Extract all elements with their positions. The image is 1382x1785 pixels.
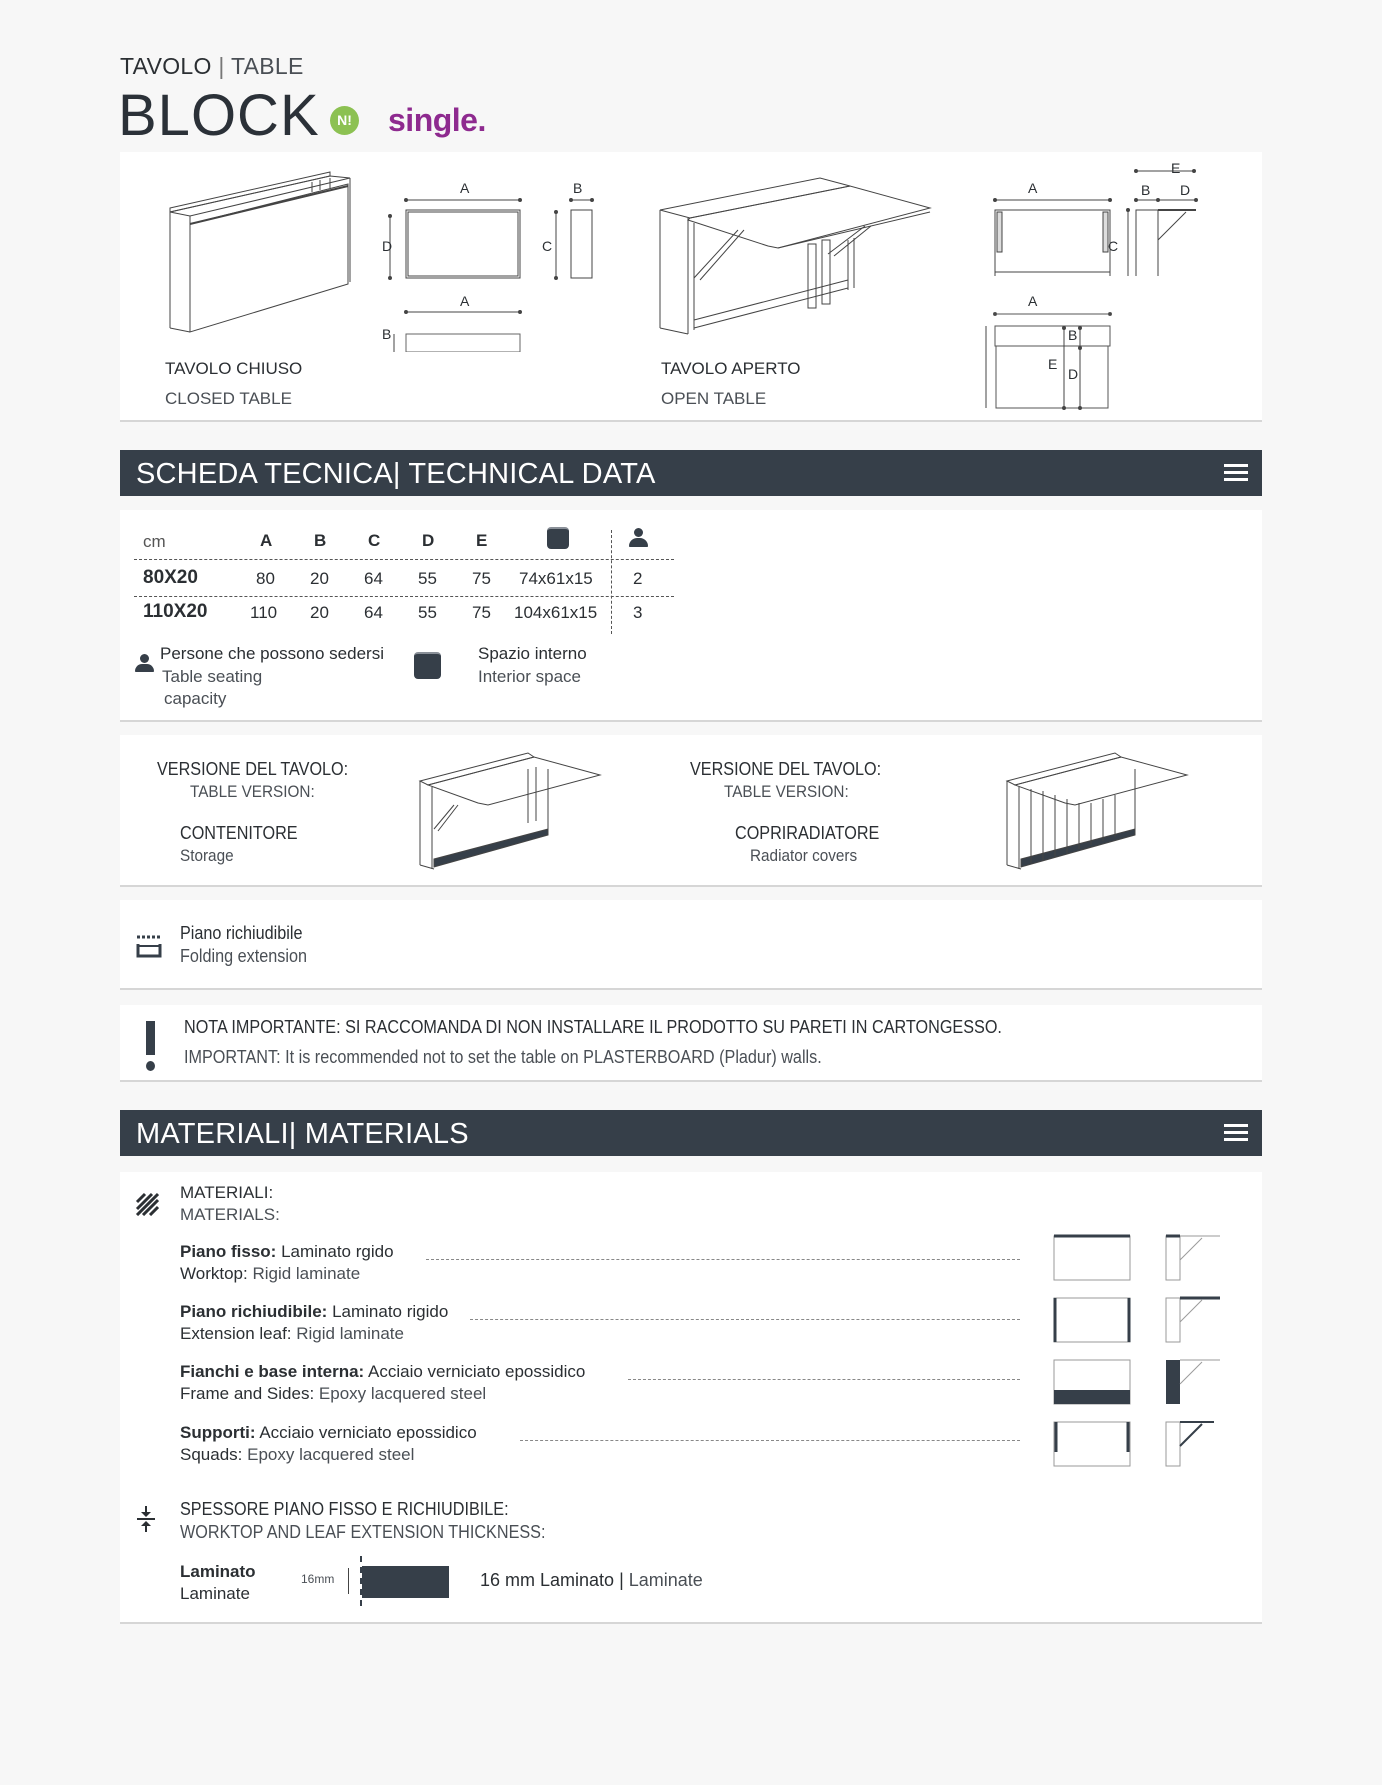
open-dim-label-b-bottom: B — [1068, 327, 1078, 343]
hatch-materials-icon — [135, 1192, 159, 1216]
dim-label-a: A — [460, 180, 470, 196]
note-en — [184, 1047, 893, 1068]
open-front-view — [970, 196, 1260, 276]
cell-model: 110X20 — [143, 601, 208, 622]
col-header-e: E — [476, 531, 488, 550]
material-line-en — [180, 1324, 404, 1344]
open-dim-label-b: B — [1141, 182, 1151, 198]
thickness-desc-sep: | — [614, 1570, 629, 1590]
menu-icon[interactable] — [1224, 464, 1248, 482]
seating-legend-en-2: capacity — [164, 689, 227, 708]
material-value-en: Epoxy lacquered steel — [242, 1445, 415, 1464]
person-icon — [628, 528, 648, 548]
technical-data-header — [120, 450, 1262, 496]
version-storage — [120, 735, 680, 885]
materials-intro-en: MATERIALS: — [180, 1205, 280, 1224]
note-en-text: IMPORTANT: It is recommended not to set the table on PLASTERBOARD (Pladur) walls. — [184, 1047, 822, 1067]
cell-interior: 74x61x15 — [519, 569, 593, 588]
cell-model: 80X20 — [143, 567, 198, 588]
feature-title-en — [180, 946, 321, 967]
version-label-it — [690, 759, 902, 780]
thickness-title-it — [180, 1499, 545, 1520]
cell-c: 64 — [364, 603, 383, 622]
thickness-dimension: 16mm — [301, 1572, 335, 1586]
material-line-it — [180, 1423, 477, 1443]
material-value-en: Rigid laminate — [247, 1264, 361, 1283]
materials-intro-it: MATERIALI: — [180, 1183, 274, 1202]
material-value-en: Rigid laminate — [291, 1324, 404, 1343]
col-header-cm: cm — [143, 532, 166, 551]
thickness-desc-it: 16 mm Laminato — [480, 1570, 615, 1590]
material-item — [180, 1302, 1160, 1352]
cell-d: 55 — [418, 569, 437, 588]
open-dim-label-e-bottom: E — [1048, 356, 1058, 372]
closed-front-view — [378, 196, 648, 326]
open-dim-label-a-bottom: A — [1028, 293, 1038, 309]
dim-label-b-bottom: B — [382, 326, 392, 342]
leader-line — [470, 1319, 1020, 1320]
brand-logo — [388, 102, 486, 139]
new-badge-text: N! — [337, 112, 352, 128]
feature-panel — [120, 900, 1262, 990]
interior-legend-en: Interior space — [478, 667, 581, 686]
version-label-it — [157, 759, 369, 780]
cell-e: 75 — [472, 603, 491, 622]
open-dim-label-e: E — [1171, 160, 1181, 176]
version-label-en-text: TABLE VERSION: — [724, 782, 849, 801]
material-item — [180, 1362, 1160, 1412]
material-line-en — [180, 1264, 360, 1284]
category-it: TAVOLO — [120, 53, 212, 79]
thickness-icon — [136, 1506, 156, 1532]
feature-title-it-text: Piano richiudibile — [180, 923, 303, 943]
version-name-it — [735, 823, 895, 844]
open-table-drawing — [658, 168, 948, 338]
feature-title-it — [180, 923, 316, 944]
material-line-en — [180, 1384, 486, 1404]
note-panel — [120, 1005, 1262, 1082]
material-value-it: Laminato rigido — [327, 1302, 449, 1321]
versions-panel — [120, 735, 1262, 887]
menu-icon[interactable] — [1224, 1124, 1248, 1142]
col-header-d: D — [422, 531, 435, 550]
open-dim-label-d: D — [1180, 182, 1191, 198]
note-it — [184, 1017, 1093, 1038]
leader-line — [520, 1440, 1020, 1441]
dim-label-a-bottom: A — [460, 293, 470, 309]
thickness-material-en: Laminate — [180, 1584, 250, 1603]
radiator-version-drawing — [1005, 749, 1195, 873]
overview-panel — [120, 152, 1262, 422]
version-name-it-text: CONTENITORE — [180, 823, 298, 843]
brand-logo-text: single. — [388, 102, 486, 138]
storage-box-icon — [547, 527, 569, 549]
cell-b: 20 — [310, 569, 329, 588]
version-label-en-text: TABLE VERSION: — [190, 782, 315, 801]
open-dim-e-line — [1134, 168, 1196, 174]
materials-title: MATERIALI| MATERIALS — [136, 1118, 469, 1150]
material-line-it — [180, 1362, 585, 1382]
folding-extension-icon — [136, 934, 162, 958]
cell-seats: 2 — [633, 569, 643, 588]
open-table-subtitle: OPEN TABLE — [661, 389, 767, 408]
version-label-it-text: VERSIONE DEL TAVOLO: — [157, 759, 349, 779]
version-label-it-text: VERSIONE DEL TAVOLO: — [690, 759, 882, 779]
thickness-title-it-text: SPESSORE PIANO FISSO E RICHIUDIBILE: — [180, 1499, 509, 1519]
version-name-en-text: Storage — [180, 846, 234, 865]
version-label-en — [190, 782, 329, 802]
thickness-desc-en: Laminate — [628, 1570, 703, 1590]
version-name-it-text: COPRIRADIATORE — [735, 823, 880, 843]
closed-table-drawing — [160, 168, 370, 338]
material-line-it — [180, 1302, 448, 1322]
product-name: BLOCK — [118, 83, 320, 148]
material-line-en — [180, 1445, 414, 1465]
closed-top-view — [390, 322, 540, 352]
exclamation-icon — [145, 1021, 157, 1073]
seating-legend-it: Persone che possono sedersi — [160, 644, 384, 663]
closed-table-title: TAVOLO CHIUSO — [165, 359, 303, 378]
cell-c: 64 — [364, 569, 383, 588]
material-value-it: Laminato rgido — [276, 1242, 394, 1261]
version-label-en — [724, 782, 863, 802]
cell-interior: 104x61x15 — [514, 603, 598, 622]
column-divider — [611, 530, 612, 634]
open-dim-e-vertical — [1060, 326, 1084, 410]
cell-a: 80 — [256, 569, 275, 588]
cell-a: 110 — [250, 603, 278, 622]
storage-version-drawing — [418, 749, 608, 873]
interior-legend-icon — [414, 652, 441, 679]
col-header-c: C — [368, 531, 381, 550]
open-dim-label-a: A — [1028, 180, 1038, 196]
new-badge — [330, 106, 359, 135]
closed-table-subtitle: CLOSED TABLE — [165, 389, 292, 408]
seating-legend-en-1: Table seating — [162, 667, 263, 686]
col-header-b: B — [314, 531, 327, 550]
col-header-a: A — [260, 531, 273, 550]
version-name-en — [180, 846, 240, 866]
note-it-text: NOTA IMPORTANTE: SI RACCOMANDA DI NON INSTALLARE IL PRODOTTO SU PARETI IN CARTONGESSO. — [184, 1017, 1002, 1037]
category-title — [120, 53, 304, 80]
row-divider — [134, 559, 674, 560]
leader-line — [628, 1379, 1020, 1380]
thickness-title-en — [180, 1522, 586, 1543]
cell-d: 55 — [418, 603, 437, 622]
material-item — [180, 1423, 1160, 1473]
material-item — [180, 1242, 1160, 1292]
version-name-en — [750, 846, 869, 866]
material-value-it: Acciaio verniciato epossidico — [255, 1423, 477, 1442]
cell-e: 75 — [472, 569, 491, 588]
dim-label-d: D — [382, 238, 393, 254]
category-en: TABLE — [230, 53, 304, 79]
dim-label-c: C — [542, 238, 553, 254]
dim-label-b: B — [573, 180, 583, 196]
laminate-sample — [362, 1566, 449, 1598]
material-label-it: Piano fisso: — [180, 1242, 277, 1261]
technical-table-panel — [120, 510, 1262, 722]
material-line-it — [180, 1242, 394, 1262]
leader-line — [426, 1259, 1020, 1260]
feature-title-en-text: Folding extension — [180, 946, 307, 966]
category-separator: | — [218, 53, 225, 79]
row-divider — [134, 596, 674, 597]
material-value-en: Epoxy lacquered steel — [314, 1384, 487, 1403]
seating-legend-icon — [134, 654, 154, 674]
material-label-en: Worktop: — [180, 1264, 248, 1283]
technical-data-title: SCHEDA TECNICA| TECHNICAL DATA — [136, 458, 656, 490]
material-label-en: Squads: — [180, 1445, 243, 1464]
version-name-en-text: Radiator covers — [750, 846, 858, 865]
material-label-it: Fianchi e base interna: — [180, 1362, 365, 1381]
table-row — [132, 564, 680, 594]
version-radiator — [690, 735, 1250, 885]
material-label-it: Piano richiudibile: — [180, 1302, 328, 1321]
open-dim-label-d-bottom: D — [1068, 366, 1079, 382]
cell-seats: 3 — [633, 603, 643, 622]
thickness-description — [480, 1570, 703, 1591]
materials-header — [120, 1110, 1262, 1156]
material-value-it: Acciaio verniciato epossidico — [364, 1362, 586, 1381]
material-label-it: Supporti: — [180, 1423, 256, 1442]
interior-legend-it: Spazio interno — [478, 644, 587, 663]
thickness-title-en-text: WORKTOP AND LEAF EXTENSION THICKNESS: — [180, 1522, 546, 1542]
thickness-material-it: Laminato — [180, 1562, 256, 1581]
material-diagrams — [1052, 1232, 1242, 1482]
table-row — [132, 598, 680, 628]
open-dim-label-c: C — [1108, 238, 1119, 254]
cell-b: 20 — [310, 603, 329, 622]
material-label-en: Extension leaf: — [180, 1324, 292, 1343]
material-label-en: Frame and Sides: — [180, 1384, 315, 1403]
materials-panel — [120, 1172, 1262, 1624]
version-name-it — [180, 823, 311, 844]
dimension-line — [348, 1568, 349, 1594]
open-table-title: TAVOLO APERTO — [661, 359, 801, 378]
